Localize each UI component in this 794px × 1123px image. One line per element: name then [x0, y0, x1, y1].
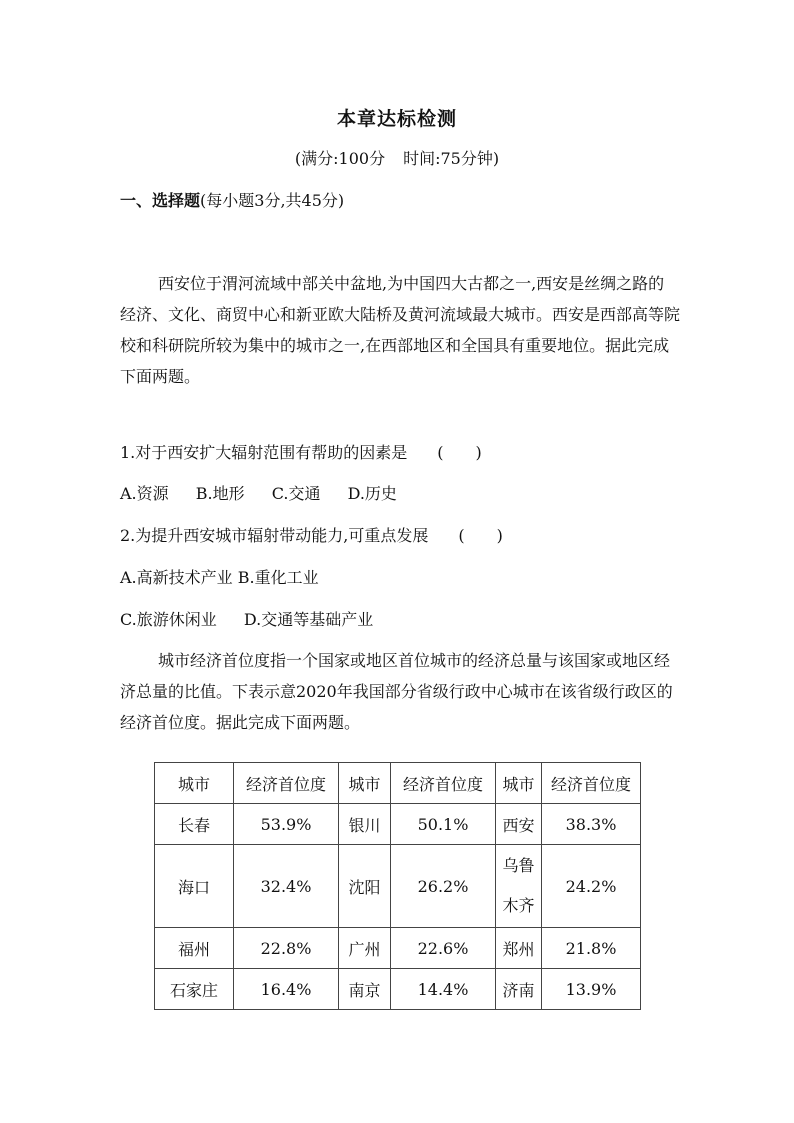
question-1-options — [120, 481, 419, 504]
question-1 — [120, 440, 482, 463]
table-cell: 济南 — [496, 969, 542, 1010]
section-heading — [120, 188, 344, 211]
option-b[interactable]: B.地形 — [195, 484, 245, 503]
table-cell: 郑州 — [496, 928, 542, 969]
table-cell: 38.3% — [542, 804, 641, 845]
option-b[interactable]: B.重化工业 — [237, 568, 319, 587]
answer-blank: ( ) — [437, 443, 482, 462]
option-c[interactable]: C.旅游休闲业 — [120, 610, 217, 629]
table-cell: 长春 — [155, 804, 234, 845]
table-cell: 16.4% — [234, 969, 339, 1010]
page-title: 本章达标检测 — [336, 108, 457, 130]
table-cell: 沈阳 — [339, 845, 391, 928]
table-cell: 50.1% — [391, 804, 496, 845]
option-c[interactable]: C.交通 — [271, 484, 321, 503]
section-title: 一、选择题 — [120, 191, 201, 210]
table-cell: 22.8% — [234, 928, 339, 969]
score-info: (满分:100分 — [294, 149, 386, 168]
wrapped-line-2: 木齐 — [502, 896, 535, 915]
table-header-row — [155, 763, 641, 804]
answer-blank: ( ) — [458, 526, 503, 545]
question-2 — [120, 523, 503, 546]
table-cell: 26.2% — [391, 845, 496, 928]
table-cell: 24.2% — [542, 845, 641, 928]
table-cell: 西安 — [496, 804, 542, 845]
table-header: 城市 — [339, 763, 391, 804]
table-cell: 银川 — [339, 804, 391, 845]
option-d[interactable]: D.交通等基础产业 — [243, 610, 374, 629]
table-cell-wrapped — [496, 845, 542, 928]
table-cell: 13.9% — [542, 969, 641, 1010]
table-header: 经济首位度 — [542, 763, 641, 804]
table-row — [155, 928, 641, 969]
table-cell: 21.8% — [542, 928, 641, 969]
table-row — [155, 969, 641, 1010]
table-cell: 南京 — [339, 969, 391, 1010]
table-header: 经济首位度 — [391, 763, 496, 804]
table-cell: 53.9% — [234, 804, 339, 845]
table-cell: 22.6% — [391, 928, 496, 969]
question-2-stem: 2.为提升西安城市辐射带动能力,可重点发展 — [120, 526, 429, 545]
passage-primacy: 城市经济首位度指一个国家或地区首位城市的经济总量与该国家或地区经济总量的比值。下表示意2020年我国部分省级行政中心城市在该省级行政区的经济首位度。据此完成下面两题。 — [120, 651, 673, 732]
table-header: 城市 — [155, 763, 234, 804]
option-d[interactable]: D.历史 — [347, 484, 397, 503]
primacy-table — [154, 762, 641, 1010]
question-1-stem: 1.对于西安扩大辐射范围有帮助的因素是 — [120, 443, 408, 462]
table-row — [155, 845, 641, 928]
table-cell: 14.4% — [391, 969, 496, 1010]
option-a[interactable]: A.资源 — [120, 484, 169, 503]
wrapped-line-1: 乌鲁 — [502, 856, 535, 875]
table-cell: 海口 — [155, 845, 234, 928]
table-header: 城市 — [496, 763, 542, 804]
table-row — [155, 804, 641, 845]
table-cell: 广州 — [339, 928, 391, 969]
section-note: (每小题3分,共45分) — [200, 191, 345, 210]
exam-info — [0, 146, 794, 169]
table-cell: 32.4% — [234, 845, 339, 928]
question-2-options-row1 — [120, 565, 319, 588]
option-a[interactable]: A.高新技术产业 — [120, 568, 233, 587]
table-cell: 福州 — [155, 928, 234, 969]
table-header: 经济首位度 — [234, 763, 339, 804]
question-2-options-row2 — [120, 607, 373, 630]
time-info: 时间:75分钟) — [403, 149, 500, 168]
passage-xian: 西安位于渭河流域中部关中盆地,为中国四大古都之一,西安是丝绸之路的经济、文化、商贸中心和新亚欧大陆桥及黄河流域最大城市。西安是西部高等院校和科研院所较为集中的城市之一,在西部地区和全国具有重要地位。据此完成下面两题。 — [120, 274, 681, 386]
table-cell: 石家庄 — [155, 969, 234, 1010]
